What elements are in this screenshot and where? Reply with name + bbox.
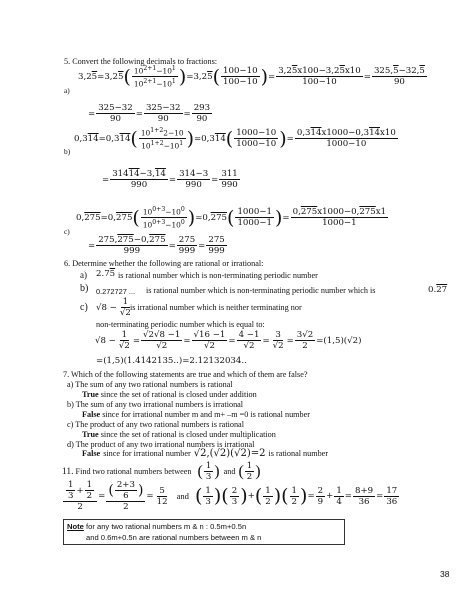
q11-frac1-n: 1 xyxy=(205,461,212,471)
q6-c-work2: =(1,5)(1.4142135..)=2.12132034.. xyxy=(96,356,247,366)
q6-a-value: 2.75 xyxy=(96,269,116,279)
q7-c-ans: True xyxy=(82,430,99,439)
note-box xyxy=(63,519,345,545)
q11-title: Find two rational numbers between xyxy=(75,467,192,476)
q7-c-reason: since the set of rational is closed under multiplication xyxy=(100,430,276,439)
q7-a: a) The sum of any two rational numbers is rational xyxy=(67,380,233,389)
note-line2: and 0.6m+0.5n are rational numbers between m & n xyxy=(86,533,262,542)
q7-d-reason: since for irrational number xyxy=(103,449,191,458)
q5-b-line1: 0,314=0,314 ( $\frac{10^{1+2}2-10}{10^{1+2}-10^1}$ ) =0,314 ( $\frac{1000-10}{1000-10}$ ) = $\frac{0,314x1000-0,314x10}{1000-10}$ xyxy=(74,127,396,151)
q11-frac2-d: 2 xyxy=(246,472,253,482)
q6-b-text: is rational number which is non-terminating periodic number which is xyxy=(146,286,376,295)
q6-c-label: c) xyxy=(80,302,88,313)
q7-c-answer xyxy=(82,430,276,439)
q5-c-line2: = $\frac{275,275-0,275}{999}$ = $\frac{275}{999}$ = $\frac{275}{999}$ xyxy=(88,235,225,256)
q6-b-value: 0.272727 ... xyxy=(96,287,136,296)
q6-a-label: a) xyxy=(80,270,87,280)
q6-c-text: is irrational number which is neither terminating nor xyxy=(130,303,302,312)
q5-c-line1: 0,275=0,275 ( $\frac{10^{0+3}-10^0}{10^{0+3}-10^0}$ ) =0,275 ( $\frac{1000-1}{1000-1}$ ) = $\frac{0,275x1000-0,275x1}{1000-1}$ xyxy=(76,206,387,230)
q7-d-answer: False since for irrational number √2,(√2)(√2)=2 is rational number xyxy=(82,448,329,459)
q11-num: 11. xyxy=(62,466,74,477)
q11-work: $\frac{1}{3}$ + $\frac{1}{2}$ 2 = ( $\frac{2+3}{6}$ ) 2 = $\frac{5}{12}$ and ( $\frac{1}{3}$ ) ( $\frac{2}{3}$ ) + ( $\frac{1}{2}$ ) ( $\frac{1}{2}$ ) = $\frac{2}{9}$ + $\frac{1}{4}$ = $\frac{8+9}{36}$ = $\frac{17}{36}$ xyxy=(62,480,400,512)
q5-b-line2: = $\frac{31414-3,14}{990}$ = $\frac{314-3}{990}$ = $\frac{311}{990}$ xyxy=(102,169,238,190)
q5-a-line1: 3,25=3,25 ( $\frac{10^{2+1}-10^1}{10^{2+1}-10^1}$ ) =3,25 ( $\frac{100-10}{100-10}$ ) = $\frac{3,25x100-3,25x10}{100-10}$ = $\frac{325,5-32,5}{90}$ xyxy=(78,65,425,89)
q11-and: and xyxy=(223,467,236,476)
q6-b-result: 0.27 xyxy=(428,285,448,295)
q5-title: 5. Convert the following decimals to fractions: xyxy=(64,57,218,66)
q5-c-label: c) xyxy=(64,227,70,236)
q11-and2: and xyxy=(176,491,189,501)
note-line1: for any two rational numbers m & n : 0.5m+0.5n xyxy=(86,522,247,531)
q7-b-ans: False xyxy=(82,410,101,419)
q7-d-tail: is rational number xyxy=(268,449,329,458)
q7-a-ans: True xyxy=(82,390,99,399)
q6-c-text2: non-terminating periodic number which is equal to: xyxy=(96,320,265,329)
q11-frac1-d: 3 xyxy=(205,472,212,482)
q7-a-answer xyxy=(82,390,257,399)
q7-b-answer xyxy=(82,410,310,419)
q7-b-reason: since for irrational number m and m+ –m =0 is rational number xyxy=(102,410,310,419)
q6-c-expr: √8 − $\frac{1}{√2}$ xyxy=(96,297,131,318)
q11-frac2-n: 1 xyxy=(246,461,253,471)
page-number: 38 xyxy=(440,569,450,579)
q6-title: 6. Determine whether the following are rational or irrational: xyxy=(64,259,264,268)
q11-title-row: 11. Find two rational numbers between ( $\frac{1}{3}$ ) and ( $\frac{1}{2}$ ) xyxy=(62,461,261,482)
q7-c: c) The product of any two rational numbers is rational xyxy=(67,420,244,429)
q7-d: d) The product of any two irrational numbers is irrational xyxy=(67,440,255,449)
q7-b: b) The sum of any two irrational numbers is irrational xyxy=(67,400,244,409)
note-line1-row xyxy=(67,522,246,531)
q5-a-line2: = $\frac{325-32}{90}$ = $\frac{325-32}{90}$ = $\frac{293}{90}$ xyxy=(88,103,211,124)
q7-a-reason: since the set of rational is closed under addition xyxy=(100,390,257,399)
q6-b-label: b) xyxy=(80,283,89,294)
q7-d-ans: False xyxy=(82,449,101,458)
q5-b-label: b) xyxy=(64,147,71,156)
q7-title: 7. Which of the following statements are true and which of them are false? xyxy=(63,370,308,379)
q6-c-work1: √8 − $\frac{1}{√2}$ = $\frac{√2√8 -1}{√2}$ = $\frac{√16 -1}{√2}$ = $\frac{4 -1}{√2}$ = $\frac{3}{√2}$ = $\frac{3√2}{2}$ =(1,5)(√2) xyxy=(95,330,362,351)
q5-a-label: a) xyxy=(64,86,70,95)
note-label: Note xyxy=(67,522,84,531)
q6-a-text: is rational number which is non-terminating periodic number xyxy=(118,271,318,280)
